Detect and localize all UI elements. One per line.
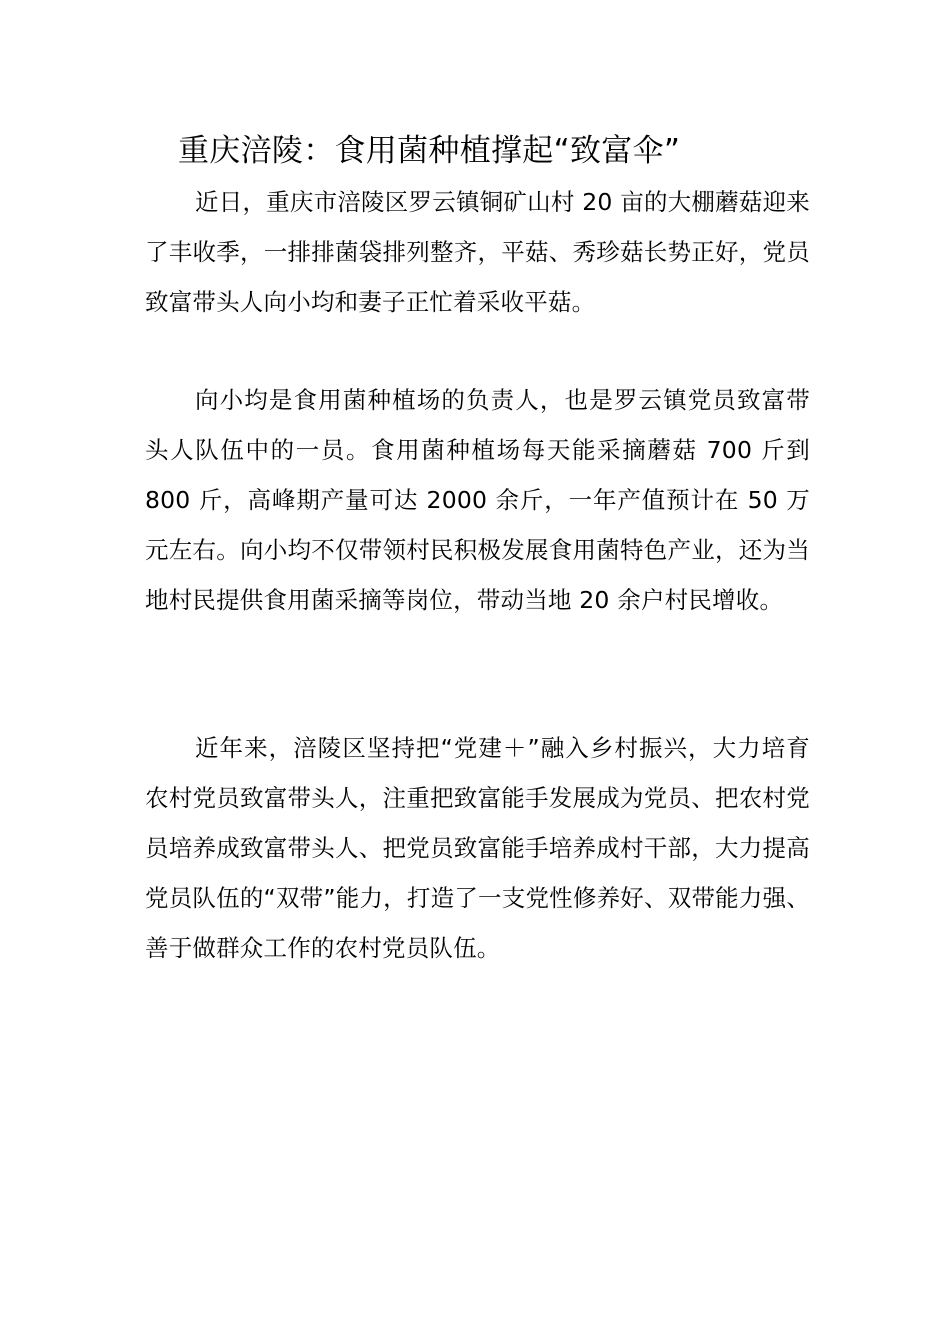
article-paragraph-3: 近年来，涪陵区坚持把“党建＋”融入乡村振兴，大力培育农村党员致富带头人，注重把致富能手发展成为党员、把农村党员培养成致富带头人、把党员致富能手培养成村干部，大力提高党员队伍的“双带”能力，打造了一支党性修养好、双带能力强、善于做群众工作的农村党员队伍。 (145, 734, 810, 962)
article-paragraph-2: 向小均是食用菌种植场的负责人，也是罗云镇党员致富带头人队伍中的一员。食用菌种植场每天能采摘蘑菇 700 斤到 800 斤，高峰期产量可达 2000 余斤，一年产值预计在 50 万元左右。向小均不仅带领村民积极发展食用菌特色产业，还为当地村民提供食用菌采摘等岗位，带动当地 20 余户村民增收。 (145, 386, 810, 614)
article-title: 重庆涪陵：食用菌种植撑起“致富伞” (178, 133, 681, 169)
article-paragraph-1: 近日，重庆市涪陵区罗云镇铜矿山村 20 亩的大棚蘑菇迎来了丰收季，一排排菌袋排列整齐，平菇、秀珍菇长势正好，党员致富带头人向小均和妻子正忙着采收平菇。 (145, 188, 810, 316)
